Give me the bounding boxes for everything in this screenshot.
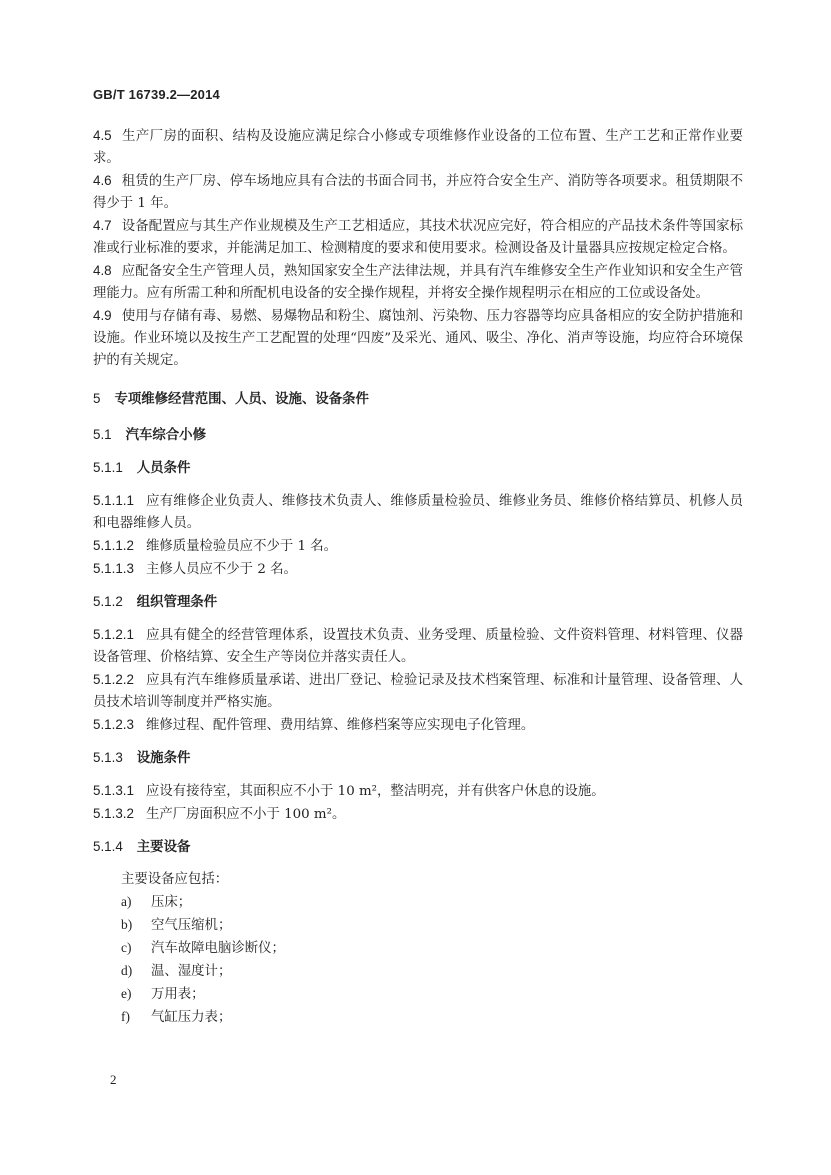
clause-text: 应有维修企业负责人、维修技术负责人、维修质量检验员、维修业务员、维修价格结算员、机修人员和电器维修人员。 bbox=[93, 494, 743, 531]
list-item-text: 万用表； bbox=[151, 987, 205, 1002]
list-marker: a) bbox=[121, 894, 132, 909]
clause-number: 4.9 bbox=[93, 308, 112, 323]
clause-number: 5.1.1.2 bbox=[93, 538, 134, 553]
section-5-1-4-heading bbox=[93, 836, 743, 859]
section-number: 5.1.2 bbox=[93, 594, 123, 609]
list-item bbox=[121, 960, 743, 983]
page-number: 2 bbox=[110, 1072, 117, 1087]
list-marker: b) bbox=[121, 917, 133, 932]
clause-text: 生产厂房面积应不小于 100 m²。 bbox=[145, 807, 346, 822]
list-item bbox=[121, 1006, 743, 1029]
clause-text: 应配备安全生产管理人员，熟知国家安全生产法律法规，并具有汽车维修安全生产作业知识和安全生产管理能力。应有所需工种和所配机电设备的安全操作规程，并将安全操作规程明示在相应的工位或设备处。 bbox=[93, 264, 743, 301]
clause-number: 4.5 bbox=[93, 128, 112, 143]
clause-number: 4.8 bbox=[93, 263, 112, 278]
list-item-text: 温、湿度计； bbox=[151, 964, 232, 979]
section-number: 5.1.4 bbox=[93, 839, 123, 854]
list-marker: d) bbox=[121, 963, 133, 978]
clause-number: 5.1.2.3 bbox=[93, 717, 134, 732]
section-5-heading bbox=[93, 388, 743, 411]
clause-text: 使用与存储有毒、易燃、易爆物品和粉尘、腐蚀剂、污染物、压力容器等均应具备相应的安全防护措施和设施。作业环境以及按生产工艺配置的处理“四废”及采光、通风、吸尘、净化、消声等设施，均应符合环境保护的有关规定。 bbox=[93, 309, 743, 368]
clause-number: 5.1.2.1 bbox=[93, 627, 134, 642]
clause-text: 租赁的生产厂房、停车场地应具有合法的书面合同书，并应符合安全生产、消防等各项要求。租赁期限不得少于 1 年。 bbox=[93, 174, 743, 211]
section-title: 人员条件 bbox=[136, 461, 191, 476]
clause-text: 生产厂房的面积、结构及设施应满足综合小修或专项维修作业设备的工位布置、生产工艺和正常作业要求。 bbox=[93, 129, 743, 166]
clause-number: 4.6 bbox=[93, 173, 112, 188]
list-marker: e) bbox=[121, 986, 132, 1001]
clause-5-1-2-3 bbox=[93, 714, 743, 737]
clause-5-1-3-2 bbox=[93, 803, 743, 826]
list-marker: f) bbox=[121, 1009, 130, 1024]
clause-number: 5.1.1.1 bbox=[93, 493, 134, 508]
document-body bbox=[93, 125, 743, 1029]
clause-5-1-1-3 bbox=[93, 558, 743, 581]
clause-4-5 bbox=[93, 125, 743, 170]
clause-text: 设备配置应与其生产作业规模及生产工艺相适应，其技术状况应完好，符合相应的产品技术条件等国家标准或行业标准的要求，并能满足加工、检测精度的要求和使用要求。检测设备及计量器具应按规定检定合格。 bbox=[93, 219, 743, 256]
list-item bbox=[121, 891, 743, 914]
equipment-list bbox=[93, 891, 743, 1029]
section-title: 组织管理条件 bbox=[136, 595, 218, 610]
section-5-1-1-heading bbox=[93, 457, 743, 480]
clause-text: 应具有健全的经营管理体系，设置技术负责、业务受理、质量检验、文件资料管理、材料管理、仪器设备管理、价格结算、安全生产等岗位并落实责任人。 bbox=[93, 628, 743, 665]
list-item bbox=[121, 983, 743, 1006]
section-title: 设施条件 bbox=[136, 751, 191, 766]
clause-4-7 bbox=[93, 215, 743, 260]
clause-number: 5.1.3.1 bbox=[93, 783, 134, 798]
section-number: 5 bbox=[93, 391, 101, 406]
section-number: 5.1 bbox=[93, 427, 112, 442]
clause-5-1-1-2 bbox=[93, 535, 743, 558]
clause-text: 主修人员应不少于 2 名。 bbox=[145, 562, 297, 577]
list-item-text: 气缸压力表； bbox=[151, 1010, 232, 1025]
clause-4-6 bbox=[93, 170, 743, 215]
list-marker: c) bbox=[121, 940, 132, 955]
section-title: 专项维修经营范围、人员、设施、设备条件 bbox=[114, 392, 369, 407]
clause-text: 维修过程、配件管理、费用结算、维修档案等应实现电子化管理。 bbox=[145, 718, 535, 733]
clause-4-9 bbox=[93, 305, 743, 372]
section-5-1-heading bbox=[93, 424, 743, 447]
clause-5-1-2-2 bbox=[93, 669, 743, 714]
clause-number: 5.1.2.2 bbox=[93, 672, 134, 687]
clause-number: 5.1.1.3 bbox=[93, 561, 134, 576]
clause-5-1-1-1 bbox=[93, 490, 743, 535]
equipment-intro: 主要设备应包括： bbox=[121, 872, 229, 887]
section-number: 5.1.1 bbox=[93, 460, 123, 475]
list-item-text: 压床； bbox=[151, 895, 192, 910]
list-item bbox=[121, 914, 743, 937]
clause-5-1-3-1 bbox=[93, 780, 743, 803]
section-title: 汽车综合小修 bbox=[125, 428, 206, 443]
clause-text: 维修质量检验员应不少于 1 名。 bbox=[145, 539, 338, 554]
clause-5-1-2-1 bbox=[93, 624, 743, 669]
list-item-text: 空气压缩机； bbox=[151, 918, 232, 933]
clause-number: 5.1.3.2 bbox=[93, 806, 134, 821]
list-item bbox=[121, 937, 743, 960]
standard-code-header: GB/T 16739.2—2014 bbox=[93, 87, 220, 102]
section-number: 5.1.3 bbox=[93, 750, 123, 765]
clause-text: 应设有接待室，其面积应不小于 10 m²，整洁明亮，并有供客户休息的设施。 bbox=[145, 784, 605, 799]
clause-text: 应具有汽车维修质量承诺、进出厂登记、检验记录及技术档案管理、标准和计量管理、设备管理、人员技术培训等制度并严格实施。 bbox=[93, 673, 743, 710]
clause-4-8 bbox=[93, 260, 743, 305]
section-title: 主要设备 bbox=[136, 840, 191, 855]
clause-number: 4.7 bbox=[93, 218, 112, 233]
section-5-1-2-heading bbox=[93, 591, 743, 614]
list-item-text: 汽车故障电脑诊断仪； bbox=[151, 941, 285, 956]
section-5-1-3-heading bbox=[93, 747, 743, 770]
